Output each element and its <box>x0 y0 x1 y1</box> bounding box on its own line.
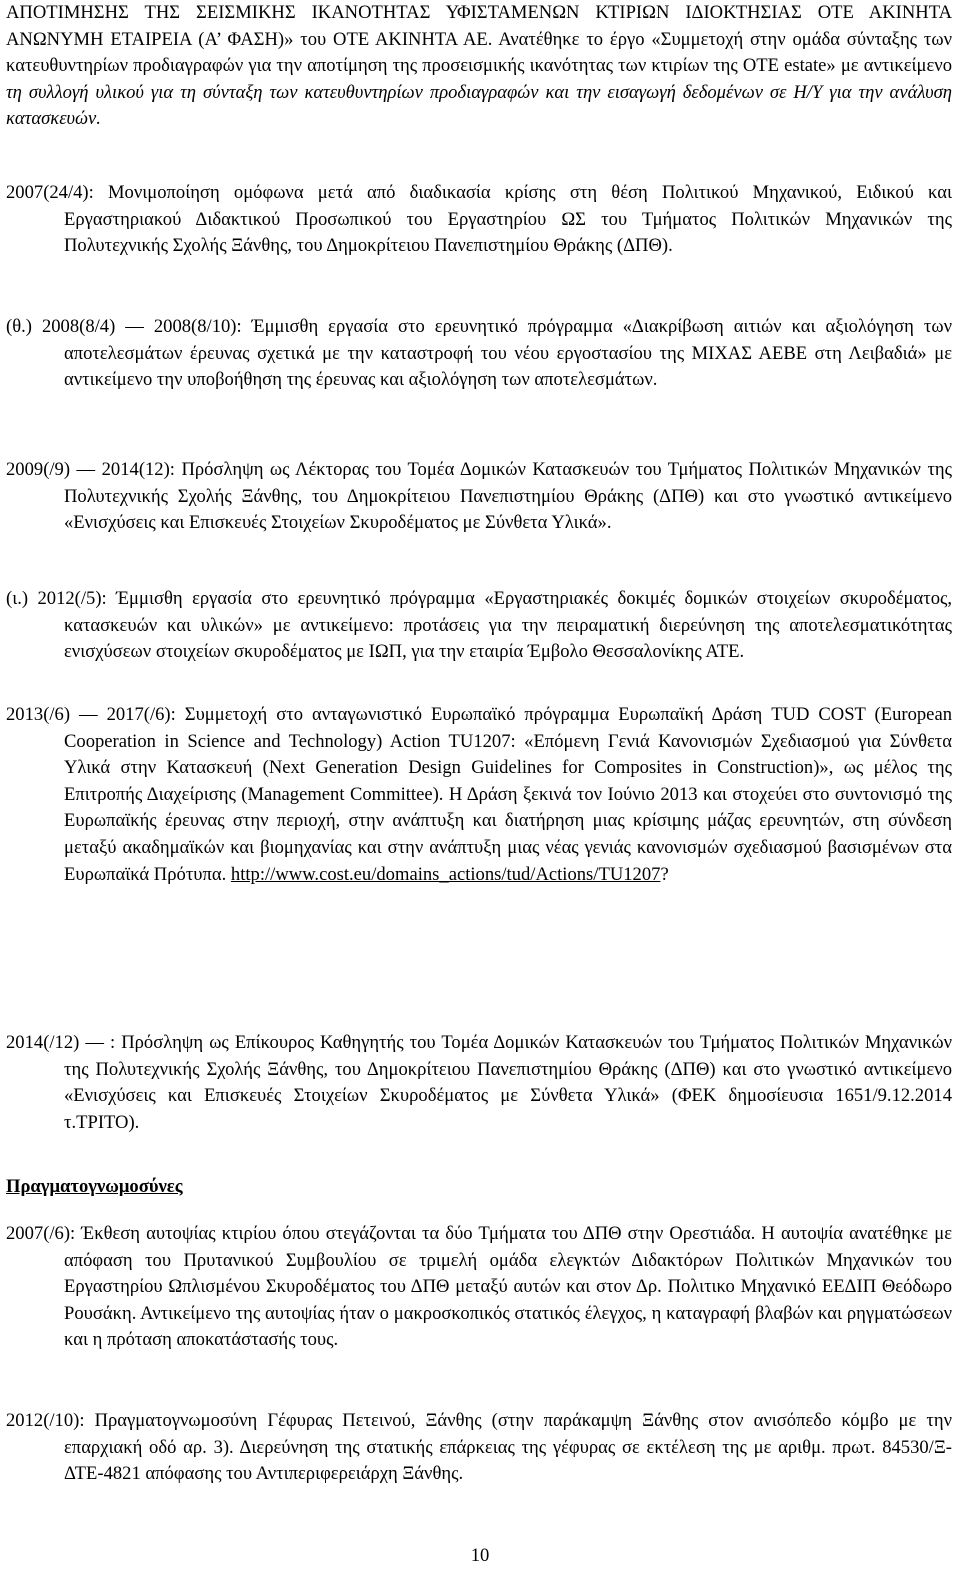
entry-2008-mixas-research <box>6 314 952 394</box>
entry-2007-tenure <box>6 180 952 260</box>
entry-text: 2007(24/4): Μονιμοποίηση ομόφωνα μετά από διαδικασία κρίσης στη θέση Πολιτικού Μηχανικού, Ειδικού και Εργαστηριακού Διδακτικού Προσωπικού του Εργαστηρίου ΩΣ του Τμήματος Πολιτικών Μηχανικών της Πολυτεχνικής Σχολής Ξάνθης, του Δημοκρίτειου Πανεπιστημίου Θράκης (ΔΠΘ). <box>6 182 952 257</box>
entry-2013-cost-action <box>6 702 952 888</box>
entry-main-text: ΑΠΟΤΙΜΗΣΗΣ ΤΗΣ ΣΕΙΣΜΙΚΗΣ ΙΚΑΝΟΤΗΤΑΣ ΥΦΙΣΤΑΜΕΝΩΝ ΚΤΙΡΙΩΝ ΙΔΙΟΚΤΗΣΙΑΣ ΟΤΕ ΑΚΙΝΗΤΑ ΑΝΩΝΥΜΗ ΕΤΑΙΡΕΙΑ (Α’ ΦΑΣΗ)» του ΟΤΕ ΑΚΙΝΗΤΑ ΑΕ. Ανατέθηκε το έργο «Συμμετοχή στην ομάδα σύνταξης των κατευθυντηρίων προδιαγραφών για την αποτίμηση της προσεισμικής ικανότητας των κτιρίων της ΟΤΕ estate» με αντικείμενο <box>6 2 952 77</box>
entry-2012-emvolo-research <box>6 586 952 666</box>
section-heading: Πραγματογνωμοσύνες <box>6 1176 183 1197</box>
entry-main-text: 2013(/6) — 2017(/6): Συμμετοχή στο ανταγωνιστικό Ευρωπαϊκό πρόγραμμα Ευρωπαϊκή Δράση TUD COST (European Cooperation in Science and Technology) Action TU1207: «Επόμενη Γενιά Κανονισμών Σχεδιασμού για Σύνθετα Υλικά στην Κατασκευή (Next Generation Design Guidelines for Composites in Construction)», ως μέλος της Επιτροπής Διαχείρισης (Management Committee). Η Δράση ξεκινά τον Ιούνιο 2013 και στοχεύει στο συντονισμό της Ευρωπαϊκής έρευνας στην περιοχή, στην ανάπτυξη και διατήρηση μιας κρίσιμης μάζας ερευνητών, στη σύνδεση μεταξύ ακαδημαϊκών και βιομηχανίας και στην ανάπτυξη μιας νέας γενιάς κανονισμών σχεδιασμού βασισμένων στα Ευρωπαϊκά Πρότυπα. <box>6 704 952 885</box>
entry-text <box>6 702 952 888</box>
expert-entry-2007-orestiada <box>6 1221 952 1354</box>
entry-text: (ι.) 2012(/5): Έμμισθη εργασία στο ερευνητικό πρόγραμμα «Εργαστηριακές δοκιμές δομικών στοιχείων σκυροδέματος, κατασκευών και υλικών» με αντικείμενο: προτάσεις για την πειραματική διερεύνηση της αποτελεσματικότητας ενισχύσεων στοιχείων σκυροδέματος με ΙΩΠ, για την εταιρία Έμβολο Θεσσαλονίκης ΑΤΕ. <box>6 588 952 663</box>
entry-2009-lecturer <box>6 457 952 537</box>
entry-text: 2007(/6): Έκθεση αυτοψίας κτιρίου όπου στεγάζονται τα δύο Τμήματα του ΔΠΘ στην Ορεστιάδα. Η αυτοψία ανατέθηκε με απόφαση του Πρυτανικού Συμβουλίου σε τριμελή ομάδα ελεγκτών Διδακτόρων Πολιτικών Μηχανικών του Εργαστηρίου Ωπλισμένου Σκυροδέματος του ΔΠΘ μεταξύ αυτών και στον Δρ. Πολιτικο Μηχανικό ΕΕΔΙΠ Θεόδωρο Ρουσάκη. Αντικείμενο της αυτοψίας ήταν ο μακροσκοπικός στατικός έλεγχος, η καταγραφή βλαβών και ρηγματώσεων και η πρόταση αποκατάστασής τους. <box>6 1223 952 1351</box>
entry-text: 2012(/10): Πραγματογνωμοσύνη Γέφυρας Πετεινού, Ξάνθης (στην παράκαμψη Ξάνθης στον ανισόπεδο κόμβο με την επαρχιακή οδό αρ. 3). Διερεύνηση της στατικής επάρκειας της γέφυρας σε εκτέλεση της με αριθμ. πρωτ. 84530/Ξ-ΔΤΕ-4821 απόφασης του Αντιπεριφερειάρχη Ξάνθης. <box>6 1410 952 1485</box>
entry-text: 2009(/9) — 2014(12): Πρόσληψη ως Λέκτορας του Τομέα Δομικών Κατασκευών του Τμήματος Πολιτικών Μηχανικών της Πολυτεχνικής Σχολής Ξάνθης, του Δημοκρίτειου Πανεπιστημίου Θράκης (ΔΠΘ) και στο γνωστικό αντικείμενο «Ενισχύσεις και Επισκευές Στοιχείων Σκυροδέματος με Σύνθετα Υλικά». <box>6 459 952 534</box>
cost-action-link[interactable]: http://www.cost.eu/domains_actions/tud/Actions/TU1207 <box>230 863 661 885</box>
expert-entry-2012-bridge <box>6 1408 952 1488</box>
page-number: 10 <box>470 1545 490 1566</box>
entry-text <box>6 0 952 133</box>
entry-after-link: ? <box>660 863 669 885</box>
entry-text: 2014(/12) — : Πρόσληψη ως Επίκουρος Καθηγητής του Τομέα Δομικών Κατασκευών του Τμήματος Πολιτικών Μηχανικών της Πολυτεχνικής Σχολής Ξάνθης, του Δημοκρίτειου Πανεπιστημίου Θράκης (ΔΠΘ) και στο γνωστικό αντικείμενο «Ενισχύσεις και Επισκευές Στοιχείων Σκυροδέματος με Σύνθετα Υλικά» (ΦΕΚ δημοσίευσια 1651/9.12.2014 τ.ΤΡΙΤΟ). <box>6 1032 952 1133</box>
entry-text: (θ.) 2008(8/4) — 2008(8/10): Έμμισθη εργασία στο ερευνητικό πρόγραμμα «Διακρίβωση αιτιών και αξιολόγηση των αποτελεσμάτων έρευνας σχετικά με την καταστροφή του νέου εργοστασίου της ΜΙΧΑΣ ΑΕΒΕ στη Λειβαδιά» με αντικείμενο την υποβοήθηση της έρευνας και αξιολόγηση των αποτελεσμάτων. <box>6 316 952 391</box>
entry-2014-assistant-professor <box>6 1030 952 1136</box>
entry-ote-seismic-project <box>6 0 952 133</box>
entry-italic-text: τη συλλογή υλικού για τη σύνταξη των κατευθυντηρίων προδιαγραφών και την εισαγωγή δεδομένων σε Η/Υ για την ανάλυση κατασκευών. <box>6 81 952 130</box>
